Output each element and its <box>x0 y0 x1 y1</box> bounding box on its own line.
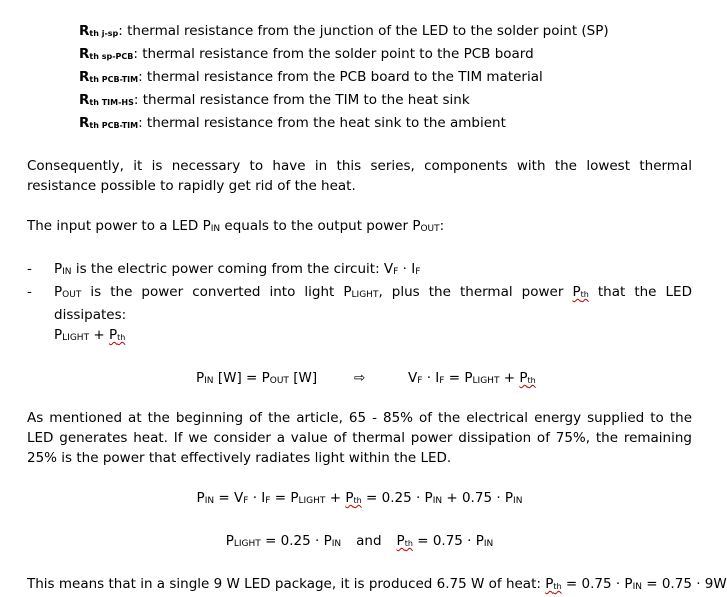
text: The input power to a LED P <box>27 218 211 234</box>
pth-symbol <box>545 576 561 592</box>
text: P <box>54 261 63 277</box>
subscript: OUT <box>62 290 82 300</box>
text: = P <box>270 490 299 506</box>
equation-right <box>408 368 536 391</box>
subscript: th <box>404 539 413 548</box>
text: = 0.25 · P <box>361 490 433 506</box>
pth-symbol <box>519 370 535 386</box>
subscript: IN <box>204 376 214 386</box>
text: + <box>499 370 520 386</box>
symbol-subscript: th j-sp <box>89 29 119 38</box>
symbol: R <box>79 23 90 39</box>
subscript: LIGHT <box>351 290 379 300</box>
bullet-text <box>54 282 692 348</box>
definition-rth-hs-amb <box>79 113 692 136</box>
subscript: th <box>353 496 362 505</box>
definition-rth-sp-pcb <box>79 44 692 67</box>
definition-text: : thermal resistance from the junction of the LED to the solder point (SP) <box>118 23 609 39</box>
subscript: IN <box>210 224 221 234</box>
pth-symbol <box>109 327 125 343</box>
symbol-subscript: th PCB-TIM <box>89 121 139 130</box>
text: = V <box>214 490 244 506</box>
pth-symbol <box>397 533 413 549</box>
subscript: IN <box>331 539 342 549</box>
symbol: R <box>79 115 90 131</box>
text: = P <box>444 370 473 386</box>
document <box>27 21 727 597</box>
text: V <box>408 370 418 386</box>
symbol: R <box>79 46 90 62</box>
paragraph-final <box>27 574 727 597</box>
text: P <box>54 284 63 300</box>
text: P <box>396 533 405 549</box>
text: P <box>572 284 581 300</box>
subscript: OUT <box>269 376 289 386</box>
text: [W] <box>288 370 318 386</box>
subscript: IN <box>432 496 443 506</box>
subscript: IN <box>632 582 642 592</box>
bullet-text <box>54 259 692 282</box>
symbol: R <box>79 69 90 85</box>
text: : <box>439 218 445 234</box>
text: This means that in a single 9 W LED package, it is produced 6.75 W of heat: <box>27 576 546 592</box>
text: equals to the output power P <box>220 218 421 234</box>
subscript: IN <box>483 539 494 549</box>
definition-rth-tim-hs <box>79 90 692 113</box>
text: P <box>345 490 354 506</box>
text: P <box>196 370 205 386</box>
paragraph-consequently: Consequently, it is necessary to have in this series, components with the lowest thermal resistance possible to rapidly get rid of the heat. <box>27 158 692 194</box>
bullet-pin <box>27 259 692 282</box>
text: = 0.25 · P <box>260 533 332 549</box>
bullet-dash: - <box>27 284 32 300</box>
text: = 0.75 · P <box>412 533 484 549</box>
definition-rth-pcb-tim <box>79 67 692 90</box>
text: · I <box>248 490 266 506</box>
subscript: th <box>553 582 562 591</box>
subscript: F <box>393 267 399 277</box>
text: P <box>545 576 554 592</box>
bullet-pout <box>27 282 692 348</box>
text: is the power converted into light P <box>81 284 352 300</box>
pth-symbol <box>572 284 588 300</box>
symbol-subscript: th PCB-TIM <box>89 75 139 84</box>
text: + <box>325 490 346 506</box>
text: , plus the thermal power <box>378 284 573 300</box>
equation-pin-pout <box>27 368 692 388</box>
text: P <box>519 370 528 386</box>
subscript: LIGHT <box>472 376 500 386</box>
implies-arrow-icon: ⇨ <box>354 370 366 386</box>
subscript: OUT <box>420 224 440 234</box>
subscript: F <box>415 267 421 277</box>
text: [W] = P <box>213 370 270 386</box>
subscript: LIGHT <box>298 496 326 506</box>
text: + 0.75 · P <box>442 490 514 506</box>
subscript: th <box>117 333 126 342</box>
equation-plight-pth <box>27 531 692 554</box>
equation-left <box>196 368 317 391</box>
text: and <box>356 533 382 549</box>
symbol: R <box>79 92 90 108</box>
subscript: F <box>265 496 271 506</box>
subscript: LIGHT <box>62 333 90 343</box>
definition-text: : thermal resistance from the PCB board to the TIM material <box>138 69 543 85</box>
symbol-subscript: th sp-PCB <box>89 52 134 61</box>
text: + <box>89 327 109 343</box>
paragraph-input-power <box>27 216 692 239</box>
subscript: th <box>527 376 536 385</box>
text: · I <box>422 370 440 386</box>
symbol-subscript: th TIM-HS <box>89 98 134 107</box>
definition-text: : thermal resistance from the solder point to the PCB board <box>133 46 534 62</box>
subscript: IN <box>513 496 523 506</box>
text: = 0.75 · P <box>561 576 633 592</box>
text: P <box>54 327 63 343</box>
subscript: F <box>417 376 423 386</box>
text: P <box>225 533 234 549</box>
subscript: IN <box>204 496 215 506</box>
equation-pin-expansion <box>27 488 692 511</box>
definitions-list <box>79 21 692 136</box>
paragraph-as-mentioned: As mentioned at the beginning of the article, 65 - 85% of the electrical energy supplied to the LED generates heat. If we consider a value of thermal power dissipation of 75%, the remaining 25% is the power that effectively radiates light within the LED. <box>27 410 692 466</box>
pth-symbol <box>345 490 361 506</box>
definition-text: : thermal resistance from the TIM to the heat sink <box>133 92 470 108</box>
text: is the electric power coming from the circuit: V <box>71 261 394 277</box>
text: · I <box>398 261 416 277</box>
subscript: F <box>243 496 249 506</box>
text: P <box>108 327 118 343</box>
subscript: IN <box>62 267 72 277</box>
definition-rth-j-sp <box>79 21 692 44</box>
subscript: LIGHT <box>233 539 261 549</box>
text: that the LED dissipates: <box>54 284 692 323</box>
bullet-dash: - <box>27 261 32 277</box>
text: = 0.75 · 9W <box>641 576 727 592</box>
subscript: th <box>580 290 589 299</box>
subscript: F <box>439 376 445 386</box>
definition-text: : thermal resistance from the heat sink to the ambient <box>138 115 506 131</box>
text: P <box>196 490 205 506</box>
